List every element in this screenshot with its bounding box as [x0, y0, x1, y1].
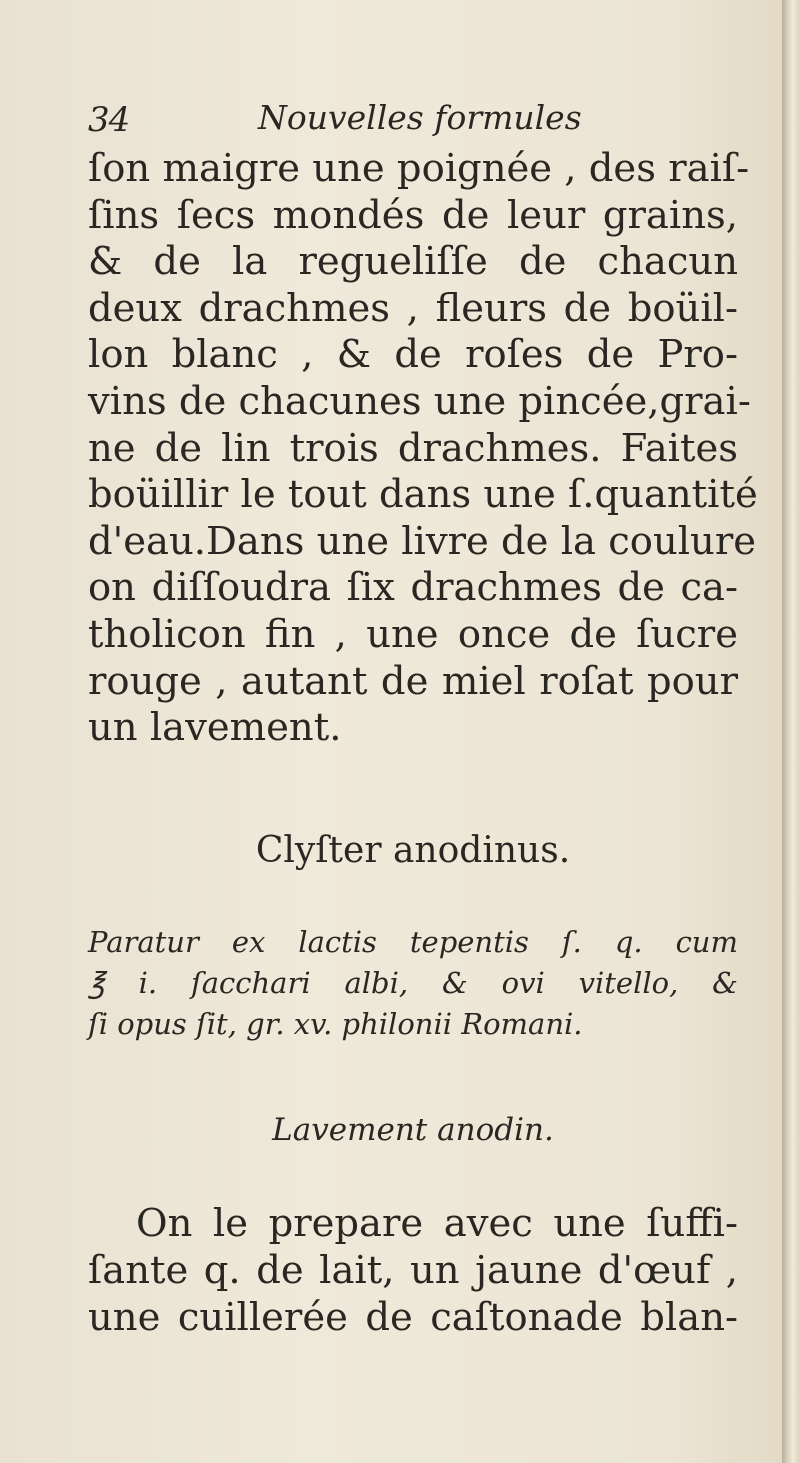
recipe-paragraph [88, 146, 758, 752]
text-line: ne de lin trois drachmes. Faites [88, 425, 738, 471]
text-line: & de la regueliſſe de chacun [88, 239, 738, 285]
text-line: on diſſoudra ſix drachmes de ca- [88, 565, 738, 611]
text-line: tholicon fin , une once de ſucre [88, 611, 738, 657]
french-recipe-paragraph [88, 1200, 738, 1341]
page-edge [782, 0, 800, 1463]
latin-section-heading: Clyſter anodinus. [255, 830, 571, 871]
text-line: boüillir le tout dans une ſ.quantité [88, 472, 758, 518]
latin-recipe-paragraph [88, 922, 738, 1045]
running-title: Nouvelles formules [258, 98, 582, 137]
running-header [88, 98, 748, 144]
text-line: rouge , autant de miel roſat pour [88, 658, 738, 704]
text-line: deux drachmes , fleurs de boüil- [88, 285, 738, 331]
text-line: ℥ i. ſacchari albi, & ovi vitello, & [88, 966, 738, 1000]
text-line: ſon maigre une poignée , des raiſ- [88, 146, 750, 191]
text-line: un lavement. [88, 705, 342, 751]
text-line: vins de chacunes une pincée,grai- [88, 378, 751, 424]
page-number: 34 [88, 100, 130, 140]
text-line: ſins ſecs mondés de leur grains, [88, 192, 738, 238]
text-line: On le prepare avec une ſuffi- [136, 1201, 738, 1246]
text-line: lon blanc , & de roſes de Pro- [88, 332, 738, 378]
text-line: ſante q. de lait, un jaune d'œuf , [88, 1248, 738, 1293]
text-line: d'eau.Dans une livre de la coulure [88, 518, 757, 564]
text-line: une cuillerée de caſtonade blan- [88, 1295, 738, 1340]
french-section-heading: Lavement anodin. [272, 1112, 554, 1148]
text-line: ſi opus ſit, gr. xv. philonii Romani. [88, 1007, 583, 1041]
text-line: Paratur ex lactis tepentis ſ. q. cum [88, 925, 738, 959]
